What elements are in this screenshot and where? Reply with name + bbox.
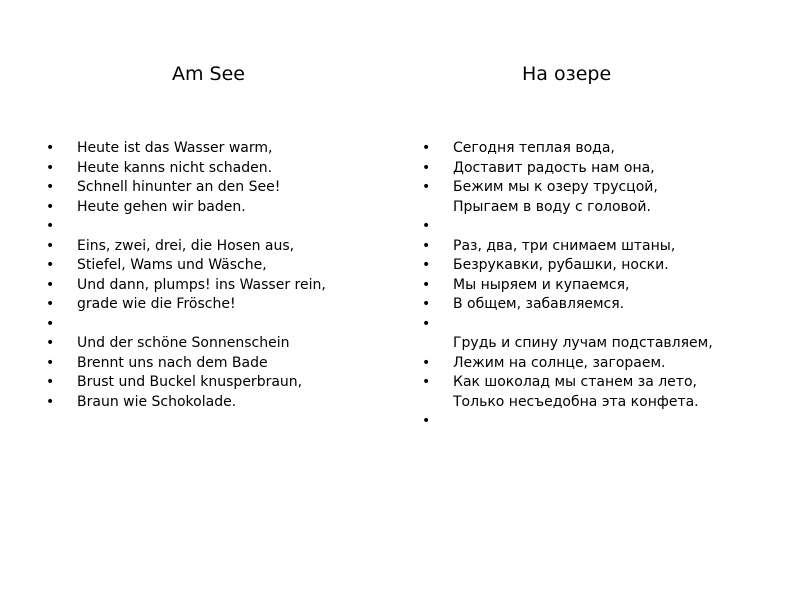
poem-line-text: grade wie die Frösche!	[77, 296, 236, 312]
bullet-icon: •	[46, 374, 55, 390]
poem-line-text: Мы ныряем и купаемся,	[453, 276, 630, 293]
bullet-icon: •	[422, 218, 431, 234]
bullet-icon: •	[422, 276, 431, 293]
bullet-icon: •	[46, 393, 55, 410]
poem-line	[44, 256, 394, 276]
poem-line	[420, 139, 790, 159]
poem-line	[44, 276, 394, 296]
poem-line	[44, 217, 394, 237]
poem-line-text: Braun wie Schokolade.	[77, 393, 237, 410]
bullet-icon: •	[422, 374, 431, 390]
poem-line	[44, 315, 394, 335]
poem-line-text: Heute kanns nicht schaden.	[77, 159, 273, 176]
bullet-icon: •	[46, 315, 55, 332]
bullet-icon: •	[46, 159, 55, 176]
poem-line	[420, 237, 790, 257]
poem-line-text: Brennt uns nach dem Bade	[77, 354, 268, 371]
poem-line-text: Раз, два, три снимаем штаны,	[453, 237, 676, 254]
bullet-icon: •	[422, 315, 431, 332]
poem-line	[44, 237, 394, 257]
bullet-icon: •	[46, 237, 55, 254]
poem-line	[420, 178, 790, 198]
poem-line-text: Бежим мы к озеру трусцой,	[453, 179, 658, 195]
bullet-icon: •	[46, 140, 55, 156]
poem-line	[420, 334, 790, 354]
poem-line	[420, 412, 790, 432]
bullet-icon: •	[422, 140, 431, 156]
poem-line-text: Грудь и спину лучам подставляем,	[453, 335, 713, 351]
poem-line	[44, 159, 394, 179]
russian-poem-title: На озере	[522, 63, 612, 85]
bullet-icon: •	[46, 354, 55, 371]
bullet-icon: •	[422, 179, 431, 195]
poem-line-text: Heute gehen wir baden.	[77, 198, 246, 215]
german-poem-title: Am See	[172, 63, 245, 85]
german-poem-lines	[44, 139, 394, 412]
poem-line	[420, 354, 790, 374]
poem-line-text: Und der schöne Sonnenschein	[77, 335, 290, 351]
bullet-icon: •	[46, 179, 55, 195]
bullet-icon: •	[46, 276, 55, 293]
poem-line-text: Stiefel, Wams und Wäsche,	[77, 257, 267, 273]
poem-line-text: Доставит радость нам она,	[453, 159, 655, 176]
poem-line-text: Brust und Buckel knusperbraun,	[77, 374, 303, 390]
poem-line	[44, 198, 394, 218]
poem-line-text: Только несъедобна эта конфета.	[453, 393, 699, 410]
bullet-icon: •	[46, 335, 55, 351]
poem-line	[44, 373, 394, 393]
poem-line	[44, 295, 394, 315]
poem-line-text: В общем, забавляемся.	[453, 296, 625, 312]
poem-line-text: Прыгаем в воду с головой.	[453, 198, 651, 215]
poem-line-text: Heute ist das Wasser warm,	[77, 140, 273, 156]
bullet-icon: •	[422, 413, 431, 429]
poem-line	[420, 159, 790, 179]
poem-line-text: Und dann, plumps! ins Wasser rein,	[77, 276, 326, 293]
poem-line-text: Безрукавки, рубашки, носки.	[453, 257, 669, 273]
poem-line	[44, 178, 394, 198]
poem-line	[420, 393, 790, 413]
poem-line-text: Eins, zwei, drei, die Hosen aus,	[77, 237, 295, 254]
bullet-icon: •	[422, 257, 431, 273]
poem-line	[420, 276, 790, 296]
russian-poem-lines	[420, 139, 790, 432]
poem-line	[420, 295, 790, 315]
russian-poem-column	[400, 0, 800, 600]
poem-line	[420, 315, 790, 335]
poem-line-text: Лежим на солнце, загораем.	[453, 354, 666, 371]
poem-line	[420, 373, 790, 393]
poem-line	[44, 334, 394, 354]
bullet-icon: •	[422, 159, 431, 176]
poem-line-text: Schnell hinunter an den See!	[77, 179, 281, 195]
bullet-icon: •	[46, 218, 55, 234]
bullet-icon: •	[46, 198, 55, 215]
bullet-icon: •	[422, 354, 431, 371]
bullet-icon: •	[46, 257, 55, 273]
poem-line	[420, 198, 790, 218]
bullet-icon: •	[422, 296, 431, 312]
bullet-icon: •	[422, 237, 431, 254]
poem-line	[420, 256, 790, 276]
poem-line	[44, 393, 394, 413]
bullet-icon: •	[46, 296, 55, 312]
poem-line-text: Как шоколад мы станем за лето,	[453, 374, 697, 390]
poem-line-text: Сегодня теплая вода,	[453, 140, 615, 156]
poem-line	[44, 139, 394, 159]
poem-line	[420, 217, 790, 237]
poem-line	[44, 354, 394, 374]
